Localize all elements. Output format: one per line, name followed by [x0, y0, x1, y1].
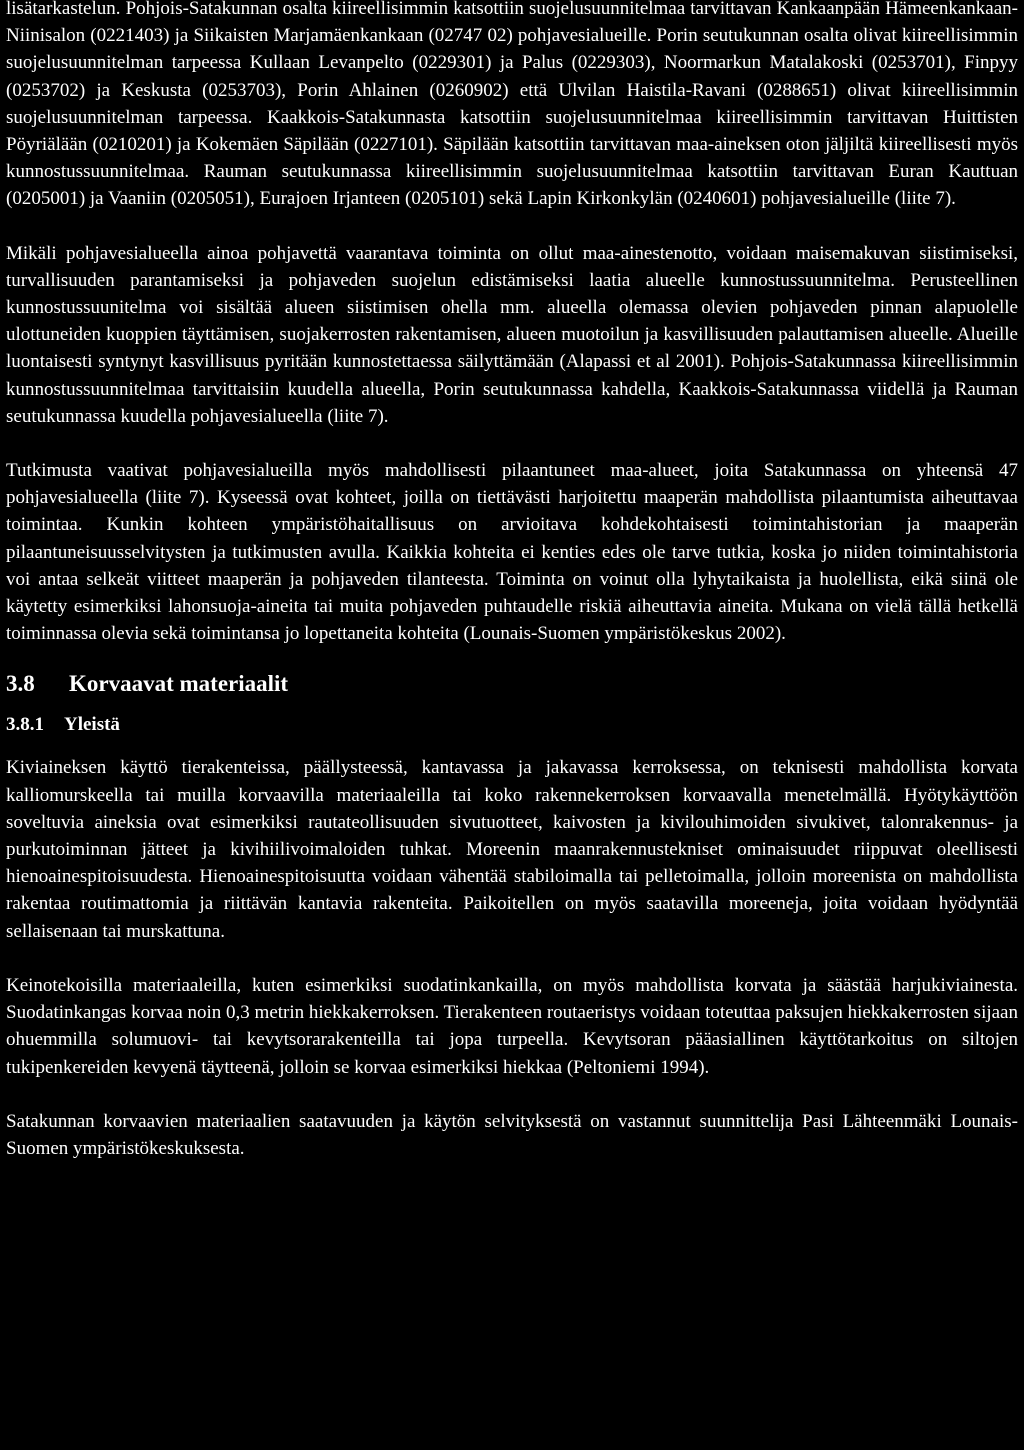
paragraph-responsible-person: Satakunnan korvaavien materiaalien saatavuuden ja käytön selvityksestä on vastannut suunnittelija Pasi Lähteenmäki Lounais-Suomen ympäristökeskuksesta.: [6, 1110, 1018, 1159]
heading-gap: [6, 738, 1018, 754]
section-heading: [6, 669, 1018, 699]
section-number: 3.8: [6, 671, 35, 697]
paragraph-groundwater-protection-plans: lisätarkastelun. Pohjois-Satakunnan osalta kiireellisimmin katsottiin suojelusuunnitelmaa tarvittavan Kankaanpään Hämeenkankaan-Niinisalon (0221403) ja Siikaisten Marjamäenkankaan (02747 02) pohjavesialueille. Porin seutukunnan osalta olivat kiireellisimmin suojelusuunnitelman tarpeessa Kullaan Levanpelto (0229301) ja Palus (0229303), Noormarkun Matalakoski (0253701), Finpyy (0253702) ja Keskusta (0253703), Porin Ahlainen (0260902) että Ulvilan Haistila-Ravani (0288651) olivat kiireellisimmin suojelusuunnitelman tarpeessa. Kaakkois-Satakunnasta katsottiin suojelusuunnitelmaa kiireellisimmin tarvittavan Huittisten Pöyriälään (0210201) ja Kokemäen Säpilään (0227101). Säpilään katsottiin tarvittavan maa-aineksen oton jäljiltä kiireellisesti myös kunnostussuunnitelmaa. Rauman seutukunnassa kiireellisimmin suojelusuunnitelmaa katsottiin tarvittavan Euran Kauttuan (0205001) ja Vaaniin (0205051), Eurajoen Irjanteen (0205101) sekä Lapin Kirkonkylän (0240601) pohjavesialueille (liite 7).: [6, 0, 1018, 210]
paragraph-gap: [6, 647, 1018, 669]
paragraph-gap: [6, 430, 1018, 457]
paragraph-gap: [6, 213, 1018, 240]
paragraph-contaminated-soils: Tutkimusta vaativat pohjavesialueilla myös mahdollisesti pilaantuneet maa-alueet, joita Satakunnassa on yhteensä 47 pohjavesialueella (liite 7). Kyseessä ovat kohteet, joilla on tiettävästi harjoitettu maaperän mahdollista pilaantumista aiheuttavaa toimintaa. Kunkin kohteen ympäristöhaitallisuus on arvioitava kohdekohtaisesti toimintahistorian ja maaperän pilaantuneisuusselvitysten ja tutkimusten avulla. Kaikkia kohteita ei kenties edes ole tarve tutkia, koska jo niiden toimintahistoria voi antaa selkeät viitteet maaperän ja pohjaveden tilanteesta. Toiminta on voinut olla lyhytaikaista ja huolellista, eikä siinä ole käytetty esimerkiksi lahonsuoja-aineita tai muita pohjaveden puhtaudelle riskiä aiheuttavia aineita. Mukana on vielä tällä hetkellä toiminnassa olevia sekä toimintansa jo lopettaneita kohteita (Lounais-Suomen ympäristökeskus 2002).: [6, 460, 1018, 645]
subsection-number: 3.8.1: [6, 714, 44, 736]
paragraph-restoration-plans: Mikäli pohjavesialueella ainoa pohjavettä vaarantava toiminta on ollut maa-ainestenotto, voidaan maisemakuvan siistimiseksi, turvallisuuden parantamiseksi ja pohjaveden suojelun edistämiseksi laatia alueelle kunnostussuunnitelma. Perusteellinen kunnostussuunitelma voi sisältää alueen siistimisen ohella mm. alueella olemassa olevien pohjaveden pinnan alapuolelle ulottuneiden kuoppien täyttämisen, suojakerrosten rakentamisen, alueen muotoilun ja kasvillisuuden palauttamisen alueelle. Alueille luontaisesti syntynyt kasvillisuus pyritään kunnostettaessa säilyttämään (Alapassi et al 2001). Pohjois-Satakunnassa kiireellisimmin kunnostussuunnitelmaa tarvittaisiin kuudella alueella, Porin seutukunnassa kahdella, Kaakkois-Satakunnassa viidellä ja Rauman seutukunnassa kuudella pohjavesialueella (liite 7).: [6, 242, 1018, 427]
subsection-heading: [6, 712, 1018, 738]
subsection-title: Yleistä: [64, 714, 120, 736]
paragraph-gap: [6, 945, 1018, 972]
paragraph-artificial-materials: Keinotekoisilla materiaaleilla, kuten esimerkiksi suodatinkankailla, on myös mahdollista korvata ja säästää harjukiviainesta. Suodatinkangas korvaa noin 0,3 metrin hiekkakerroksen. Tierakenteen routaeristys voidaan toteuttaa paksujen hiekkakerrosten sijaan ohuemmilla solumuovi- tai kevytsorarakenteilla tai jopa turpeella. Kevytsoran pääasiallinen käyttötarkoitus on siltojen tukipenkereiden kevyenä täytteenä, jolloin se korvaa esimerkiksi hiekkaa (Peltoniemi 1994).: [6, 974, 1018, 1078]
document-page: [6, 0, 1018, 1162]
paragraph-gap: [6, 1081, 1018, 1108]
section-title: Korvaavat materiaalit: [69, 671, 289, 697]
paragraph-aggregate-substitution: Kiviaineksen käyttö tierakenteissa, päällysteessä, kantavassa ja jakavassa kerroksessa, on teknisesti mahdollista korvata kalliomurskeella tai muilla korvaavilla materiaaleilla tai koko rakennekerroksen korvaavalla menetelmällä. Hyötykäyttöön soveltuvia aineksia ovat esimerkiksi rautateollisuuden sivutuotteet, kaivosten ja kivilouhimoiden sivukivet, talonrakennus- ja purkutoiminnan jätteet ja kivihiilivoimaloiden tuhkat. Moreenin maanrakennustekniset ominaisuudet riippuvat oleellisesti hienoainespitoisuudesta. Hienoainespitoisuutta voidaan vähentää stabiloimalla tai pelletoimalla, jolloin moreenista on mahdollista rakentaa routimattomia ja riittävän kantavia rakenteita. Paikoitellen on myös saatavilla moreeneja, joita voidaan hyödyntää sellaisenaan tai murskattuna.: [6, 757, 1018, 942]
heading-gap: [6, 699, 1018, 712]
